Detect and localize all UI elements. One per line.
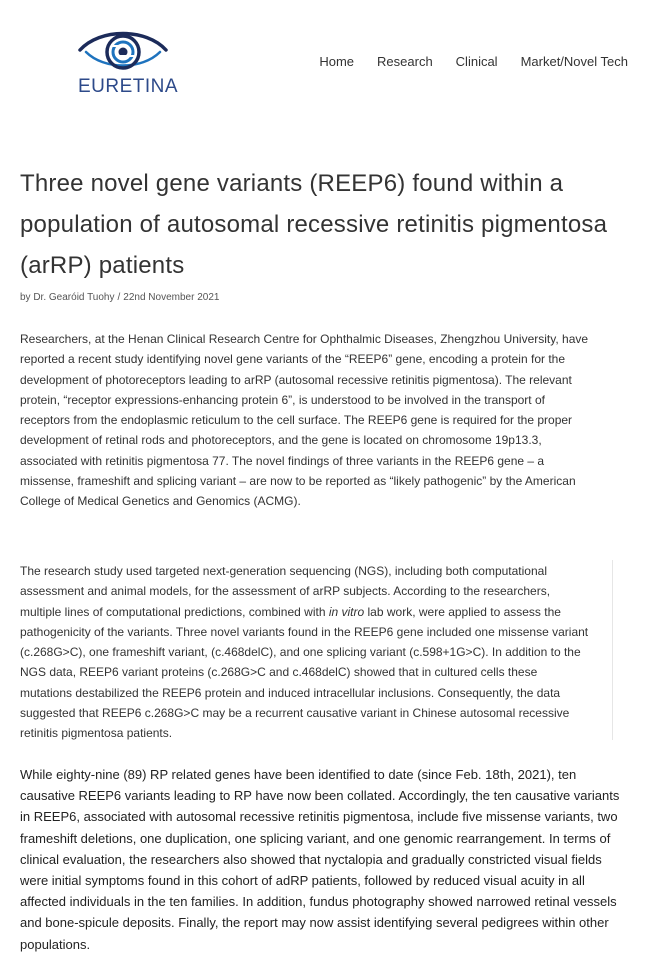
article-header xyxy=(20,163,620,303)
logo-text: EURETINA xyxy=(78,76,179,97)
eye-logo-icon xyxy=(78,26,168,76)
article-paragraph-2 xyxy=(20,561,590,744)
paragraph-2-text-a: The research study used targeted next-generation sequencing (NGS), including both computational assessment and animal models, for the assessment of arRP subjects. According to the researchers, multiple lines of computational predictions, combined with xyxy=(20,564,551,619)
site-header xyxy=(0,0,664,120)
article-title: Three novel gene variants (REEP6) found within a population of autosomal recessive retinitis pigmentosa (arRP) patients xyxy=(20,170,608,279)
byline-separator: / xyxy=(117,292,121,303)
euretina-logo[interactable] xyxy=(78,26,179,100)
publish-date: 22nd November 2021 xyxy=(123,292,220,303)
article-paragraph-3: While eighty-nine (89) RP related genes have been identified to date (since Feb. 18th, 2021), ten causative REEP6 variants leading to RP have now been collated. Accordingly, the ten causative variants in REEP6, associated with autosomal recessive retinitis pigmentosa, include five missense variants, two frameshift deletions, one duplication, one splicing variant, and one genomic rearrangement. In terms of clinical evaluation, the researchers also showed that nyctalopia and gradually constricted visual fields were initial symptoms found in this cohort of adRP patients, followed by reduced visual acuity in all affected individuals in the ten families. In addition, fundus photography showed narrowed retinal vessels and bone-spicule deposits. Finally, the report may now assist identifying several pedigrees within other populations. xyxy=(20,767,620,952)
paragraph-2-text-b: lab work, were applied to assess the pathogenicity of the variants. Three novel variants found in the REEP6 gene included one missense variant (c.268G>C), one frameshift variant, (c.468delC), and one splicing variant (c.598+1G>C). In addition to the NGS data, REEP6 variant proteins (c.268G>C and c.468delC) showed that in cultured cells these mutations destabilized the REEP6 protein and induced intracellular inclusions. Consequently, the data suggested that REEP6 c.268G>C may be a recurrent causative variant in Chinese autosomal recessive retinitis pigmentosa patients. xyxy=(20,604,589,741)
content-divider xyxy=(612,560,613,740)
main-nav xyxy=(296,54,628,69)
nav-item-research[interactable]: Research xyxy=(377,54,433,69)
nav-item-market-novel-tech[interactable]: Market/Novel Tech xyxy=(520,54,628,69)
author-link[interactable]: by Dr. Gearóid Tuohy xyxy=(20,292,115,303)
article-paragraph-1: Researchers, at the Henan Clinical Research Centre for Ophthalmic Diseases, Zhengzhou University, have reported a recent study identifying novel gene variants of the “REEP6” gene, encoding a protein for the development of photoreceptors leading to arRP (autosomal recessive retinitis pigmentosa). The relevant protein, “receptor expressions-enhancing protein 6”, is understood to be involved in the transport of receptors from the endoplasmic reticulum to the cell surface. The REEP6 gene is required for the proper development of retinal rods and photoreceptors, and the gene is located on chromosome 19p13.3, associated with retinitis pigmentosa 77. The novel findings of three variants in the REEP6 gene – a missense, frameshift and splicing variant – are now to be reported as “likely pathogenic” by the American College of Medical Genetics and Genomics (ACMG). xyxy=(20,332,589,509)
byline xyxy=(20,292,620,303)
paragraph-2-emphasis: in vitro xyxy=(328,604,365,619)
nav-item-home[interactable]: Home xyxy=(319,54,355,69)
nav-item-clinical[interactable]: Clinical xyxy=(455,54,498,69)
